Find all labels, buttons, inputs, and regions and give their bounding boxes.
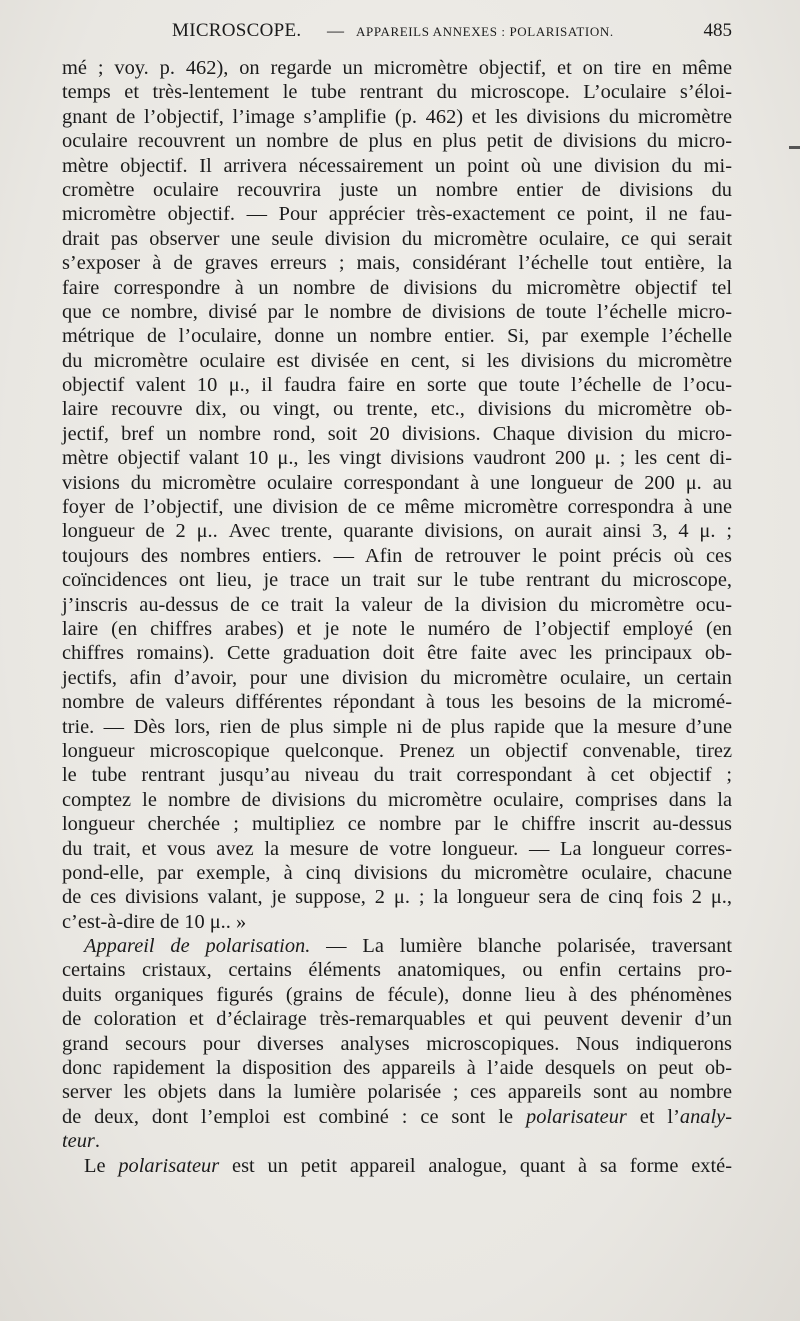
body-text (62, 56, 732, 1178)
text-line (62, 227, 732, 251)
text-line (62, 1105, 732, 1129)
text-run: duits organiques figurés (grains de fécule), donne lieu à des phénomènes (62, 983, 732, 1006)
text-run: jectifs, afin d’avoir, pour une division du micromètre oculaire, un certain (62, 666, 732, 689)
text-line (62, 397, 732, 421)
text-run: du micromètre oculaire est divisée en cent, si les divisions du micromètre (62, 349, 732, 372)
text-line (62, 983, 732, 1007)
text-run: que ce nombre, divisé par le nombre de divisions de toute l’échelle micro- (62, 300, 732, 323)
text-line (62, 1129, 732, 1153)
text-line (62, 1056, 732, 1080)
text-line (62, 56, 732, 80)
text-run: visions du micromètre oculaire correspondant à une longueur de 200 μ. au (62, 471, 732, 494)
text-run: faire correspondre à un nombre de divisions du micromètre objectif tel (62, 276, 732, 299)
text-run: longueur cherchée ; multipliez ce nombre par le chiffre inscrit au-dessus (62, 813, 732, 836)
text-line (62, 861, 732, 885)
text-line (62, 446, 732, 470)
text-run: mé ; voy. p. 462), on regarde un micromètre objectif, et on tire en même (62, 57, 732, 79)
text-run: temps et très-lentement le tube rentrant du microscope. L’oculaire s’éloi- (62, 81, 732, 104)
text-run: micromètre objectif. — Pour apprécier très-exactement ce point, il ne fau- (62, 203, 732, 226)
text-run: j’inscris au-dessus de ce trait la valeur de la division du micromètre ocu- (62, 593, 732, 616)
text-run: s’exposer à de graves erreurs ; mais, considérant l’échelle tout entière, la (62, 252, 732, 275)
section-title: APPAREILS ANNEXES : POLARISATION. (356, 24, 614, 39)
text-line (62, 958, 732, 982)
text-line (62, 324, 732, 348)
text-line (62, 1080, 732, 1104)
text-run: server les objets dans la lumière polarisée ; ces appareils sont au nombre (62, 1081, 732, 1104)
text-line (62, 837, 732, 861)
text-run: cromètre oculaire recouvrira juste un nombre entier de divisions du (62, 178, 732, 201)
text-line (62, 885, 732, 909)
text-line (62, 202, 732, 226)
text-line (62, 300, 732, 324)
header-dash: — (327, 21, 344, 40)
text-run: longueur microscopique quelconque. Prenez un objectif convenable, tirez (62, 739, 732, 762)
text-run: pond-elle, par exemple, à cinq divisions du micromètre oculaire, chacune (62, 861, 732, 884)
text-run: métrique de l’oculaire, donne un nombre entier. Si, par exemple l’échelle (62, 325, 732, 348)
text-run: mètre objectif. Il arrivera nécessairement un point où une division du mi- (62, 154, 732, 177)
text-line (62, 788, 732, 812)
text-run: . (94, 1130, 100, 1153)
italic-term: polarisateur (526, 1105, 627, 1128)
text-line (62, 349, 732, 373)
text-run: donc rapidement la disposition des appareils à l’aide desquels on peut ob- (62, 1057, 732, 1080)
text-run: laire recouvre dix, ou vingt, ou trente, etc., divisions du micromètre ob- (62, 398, 732, 421)
text-line (62, 715, 732, 739)
running-header (62, 20, 732, 48)
page-number: 485 (703, 20, 732, 41)
text-run: longueur de 2 μ.. Avec trente, quarante divisions, on aurait ainsi 3, 4 μ. ; (62, 520, 732, 543)
text-run: du trait, et vous avez la mesure de votre longueur. — La longueur corres- (62, 837, 732, 860)
text-line (62, 1007, 732, 1031)
text-line (62, 666, 732, 690)
text-run: toujours des nombres entiers. — Afin de retrouver le point précis où ces (62, 544, 732, 567)
text-run: c’est-à-dire de 10 μ.. » (62, 910, 247, 933)
text-run: le tube rentrant jusqu’au niveau du trait correspondant à cet objectif ; (62, 764, 732, 787)
edge-mark (789, 146, 800, 149)
text-line (62, 495, 732, 519)
text-run: chiffres romains). Cette graduation doit être faite avec les principaux ob- (62, 642, 732, 665)
text-run: grand secours pour diverses analyses microscopiques. Nous indiquerons (62, 1032, 732, 1055)
text-line (62, 251, 732, 275)
text-line (62, 1154, 732, 1178)
text-run: oculaire recouvrent un nombre de plus en plus petit de divisions du micro- (62, 130, 732, 153)
text-run: de coloration et d’éclairage très-remarquables et qui peuvent devenir d’un (62, 1008, 732, 1031)
text-line (62, 154, 732, 178)
text-line (62, 763, 732, 787)
text-line (62, 105, 732, 129)
text-run: jectif, bref un nombre rond, soit 20 divisions. Chaque division du micro- (62, 422, 732, 445)
text-run: objectif valent 10 μ., il faudra faire en sorte que toute l’échelle de l’ocu- (62, 374, 732, 397)
italic-term: analy- (679, 1105, 732, 1128)
text-line (62, 471, 732, 495)
text-run: gnant de l’objectif, l’image s’amplifie (p. 462) et les divisions du micromètre (62, 105, 732, 128)
text-run: et l’ (626, 1105, 680, 1128)
text-line (62, 178, 732, 202)
text-line (62, 373, 732, 397)
italic-term: polarisateur (118, 1154, 220, 1177)
running-title: MICROSCOPE. (172, 20, 302, 41)
text-line (62, 129, 732, 153)
text-line (62, 617, 732, 641)
text-line (62, 739, 732, 763)
text-line (62, 568, 732, 592)
text-line (62, 1032, 732, 1056)
text-line (62, 934, 732, 958)
text-run: certains cristaux, certains éléments anatomiques, ou enfin certains pro- (62, 959, 732, 982)
text-line (62, 80, 732, 104)
text-line (62, 910, 732, 934)
text-line (62, 422, 732, 446)
text-run: Le (84, 1154, 119, 1177)
text-run: nombre de valeurs différentes répondant à tous les besoins de la micromé- (62, 691, 732, 714)
italic-term: Appareil de polarisation. (84, 935, 311, 958)
italic-term: teur (62, 1130, 95, 1153)
text-run: trie. — Dès lors, rien de plus simple ni de plus rapide que la mesure d’une (62, 715, 732, 738)
text-line (62, 519, 732, 543)
text-line (62, 544, 732, 568)
text-run: drait pas observer une seule division du micromètre oculaire, ce qui serait (62, 227, 732, 250)
text-run: mètre objectif valant 10 μ., les vingt divisions vaudront 200 μ. ; les cent di- (62, 447, 732, 470)
text-run: laire (en chiffres arabes) et je note le numéro de l’objectif employé (en (62, 617, 732, 640)
text-run: foyer de l’objectif, une division de ce même micromètre correspondra à une (62, 496, 732, 519)
text-line (62, 593, 732, 617)
text-run: coïncidences ont lieu, je trace un trait sur le tube rentrant du microscope, (62, 569, 732, 592)
text-run: comptez le nombre de divisions du micromètre oculaire, comprises dans la (62, 788, 732, 811)
text-line (62, 276, 732, 300)
text-line (62, 690, 732, 714)
text-run: de ces divisions valant, je suppose, 2 μ. ; la longueur sera de cinq fois 2 μ., (62, 886, 732, 909)
text-line (62, 641, 732, 665)
text-run: de deux, dont l’emploi est combiné : ce sont le (62, 1105, 527, 1128)
text-line (62, 812, 732, 836)
text-run: est un petit appareil analogue, quant à sa forme exté- (219, 1154, 732, 1177)
text-run: — La lumière blanche polarisée, traversant (310, 935, 733, 958)
